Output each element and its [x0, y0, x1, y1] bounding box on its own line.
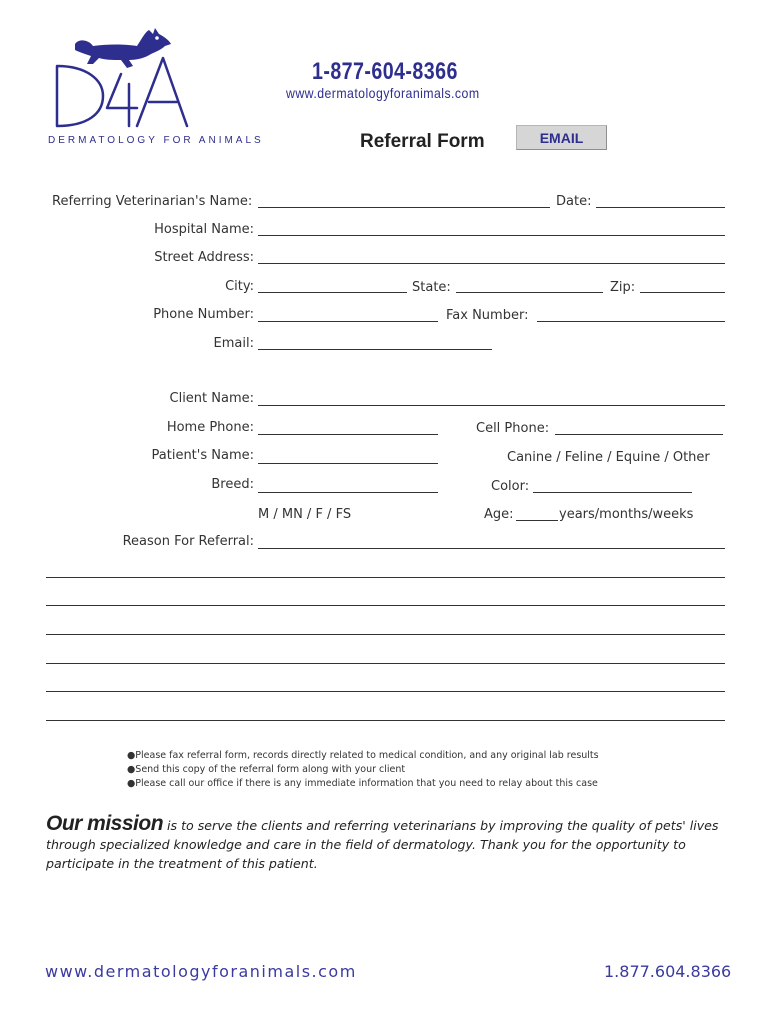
color-label: Color: [491, 479, 530, 494]
instruction-item: ●Send this copy of the referral form along with your client [127, 764, 406, 775]
email-button[interactable]: EMAIL [516, 125, 607, 150]
reason-field[interactable] [258, 548, 725, 549]
home-phone-label: Home Phone: [166, 420, 254, 435]
mission-text: is to serve the clients and referring veterinarians by improving the quality of pets' lives through specialized knowledge and care in the field of dermatology. Thank you for the opportunity to participate in the treatment of this patient. [46, 818, 719, 871]
reason-line[interactable] [46, 720, 725, 721]
patient-field[interactable] [258, 463, 438, 464]
color-field[interactable] [533, 492, 692, 493]
instruction-item: ●Please call our office if there is any immediate information that you need to relay about this case [127, 778, 598, 789]
tagline: DERMATOLOGY FOR ANIMALS [48, 135, 264, 146]
hospital-field[interactable] [258, 235, 725, 236]
street-field[interactable] [258, 263, 725, 264]
mission-statement [46, 814, 736, 873]
sex-options[interactable]: M / MN / F / FS [258, 507, 352, 522]
mission-heading: Our mission [46, 812, 164, 835]
email-label: Email: [213, 336, 254, 351]
instruction-item: ●Please fax referral form, records directly related to medical condition, and any original lab results [127, 750, 599, 761]
state-label: State: [412, 280, 451, 295]
d4a-logo [45, 22, 195, 134]
phone-field[interactable] [258, 321, 438, 322]
reason-line[interactable] [46, 691, 725, 692]
footer-website[interactable]: www.dermatologyforanimals.com [45, 962, 357, 981]
zip-field[interactable] [640, 292, 725, 293]
zip-label: Zip: [610, 280, 636, 295]
phone-label: Phone Number: [153, 307, 254, 322]
fax-field[interactable] [537, 321, 725, 322]
breed-field[interactable] [258, 492, 438, 493]
client-field[interactable] [258, 405, 725, 406]
reason-line[interactable] [46, 577, 725, 578]
reason-label: Reason For Referral: [122, 534, 254, 549]
footer-phone: 1.877.604.8366 [604, 962, 732, 981]
date-label: Date: [556, 194, 592, 209]
age-units: years/months/weeks [559, 507, 694, 522]
reason-line[interactable] [46, 634, 725, 635]
client-label: Client Name: [169, 391, 254, 406]
header-website: www.dermatologyforanimals.com [286, 85, 480, 101]
instructions-list [127, 749, 599, 791]
city-field[interactable] [258, 292, 407, 293]
page-title: Referral Form [360, 131, 485, 152]
street-label: Street Address: [154, 250, 254, 265]
header-phone: 1-877-604-8366 [312, 58, 458, 85]
hospital-label: Hospital Name: [154, 222, 254, 237]
breed-label: Breed: [211, 477, 254, 492]
dog-icon [75, 28, 171, 68]
cell-phone-field[interactable] [555, 434, 723, 435]
fax-label: Fax Number: [446, 308, 529, 323]
city-label: City: [225, 279, 254, 294]
referring-vet-label: Referring Veterinarian's Name: [52, 194, 253, 209]
species-options[interactable]: Canine / Feline / Equine / Other [507, 450, 710, 465]
reason-line[interactable] [46, 605, 725, 606]
date-field[interactable] [596, 207, 725, 208]
age-field[interactable] [516, 520, 558, 521]
patient-label: Patient's Name: [151, 448, 254, 463]
home-phone-field[interactable] [258, 434, 438, 435]
referring-vet-field[interactable] [258, 207, 550, 208]
reason-line[interactable] [46, 663, 725, 664]
email-field[interactable] [258, 349, 492, 350]
age-label: Age: [484, 507, 514, 522]
cell-phone-label: Cell Phone: [476, 421, 550, 436]
state-field[interactable] [456, 292, 603, 293]
